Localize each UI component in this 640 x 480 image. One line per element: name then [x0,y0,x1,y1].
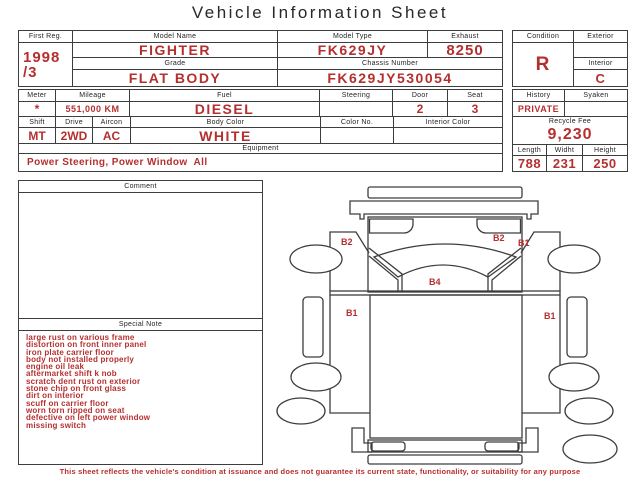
special-note-item: distortion on front inner panel [26,340,147,350]
first-reg-value [19,43,73,86]
front-bumper [350,201,538,219]
interior-color-label: Interior Color [425,118,471,126]
meter-value: * [19,102,56,116]
model-type-value: FK629JY [278,43,428,58]
model-name-label: Model Name [73,31,278,43]
special-note-item: dirt on interior [26,391,84,401]
special-note-list [19,331,262,464]
condition-panel [512,30,628,87]
equipment-value: Power Steering, Power Window All [27,157,208,168]
special-note-item: missing switch [26,420,87,430]
comment-box [18,180,263,465]
cab-corner-right [477,219,521,233]
recycle-fee-value: 9,230 [547,126,593,143]
cab-outline [368,217,522,292]
front-wheel-left [290,245,342,273]
grade-value: FLAT BODY [73,70,278,86]
side-tank-right [567,297,587,357]
spare-wheel [563,435,617,463]
exterior-label: Exterior [574,31,627,43]
aircon-label: Aircon [93,117,131,127]
special-note-item: body not installed properly [26,354,135,364]
first-reg-year: 1998 [23,48,61,66]
exhaust-value: 8250 [428,43,502,58]
history-value: PRIVATE [513,102,565,116]
bed-floor [370,295,522,438]
width-value: 231 [547,156,583,171]
rear-wheel-left-2 [277,398,325,424]
truck-diagram [268,183,636,465]
exterior-value [574,43,627,58]
shift-value: MT [19,128,56,143]
special-note-item: stone chip on front glass [26,384,127,394]
steering-label: Steering [320,90,393,101]
interior-label: Interior [574,58,627,70]
special-note-item: aftermarket shift k nob [26,369,117,379]
seat-value: 3 [471,102,479,116]
color-no-value [321,128,394,143]
windshield-arc [374,244,516,277]
damage-label: B2 [341,237,353,247]
model-type-label: Model Type [278,31,428,43]
comment-label: Comment [19,181,262,193]
mileage-value: 551,000 KM [56,102,130,116]
history-label: History [513,90,565,101]
front-wheel-right [548,245,600,273]
interior-color-value [394,128,502,143]
rear-wheel-left-1 [291,363,341,391]
syaken-label: Syaken [583,92,609,99]
interior-value: C [595,70,606,86]
height-label: Height [593,146,617,154]
door-label: Door [393,90,448,101]
meter-label: Meter [19,90,56,101]
history-panel [512,89,628,172]
height-value: 250 [593,156,617,171]
details-table [18,89,503,172]
damage-label: B1 [544,311,556,321]
damage-label: B4 [429,277,441,287]
condition-label: Condition [513,31,574,43]
recycle-fee-label: Recycle Fee [548,118,592,125]
drive-value: 2WD [56,128,93,143]
rear-bumper-bar [368,455,522,464]
comment-body [19,193,262,318]
a-pillar-left [369,248,402,291]
length-label: Length [513,145,547,155]
grade-label: Grade [73,58,278,70]
mileage-label: Mileage [56,90,130,101]
chassis-number-label: Chassis Number [278,58,502,70]
color-no-label: Color No. [321,117,394,127]
rear-step-right [485,442,519,451]
equipment-label: Equipment [242,145,279,152]
rear-wheel-right-2 [565,398,613,424]
front-upper-bar [368,187,522,198]
seat-label: Seat [467,92,483,99]
first-reg-label: First Reg. [19,31,73,43]
cab-corner-left [370,219,414,233]
special-note-item: worn torn ripped on seat [26,405,125,415]
condition-value: R [513,43,574,86]
special-note-item: iron plate carrier floor [26,347,114,357]
fuel-value: DIESEL [130,102,320,116]
syaken-value [565,102,627,116]
damage-label: B1 [346,308,358,318]
length-value: 788 [513,156,547,171]
rear-step-left [371,442,405,451]
first-reg-month: /3 [23,63,38,81]
special-note-item: engine oil leak [26,362,85,372]
damage-label: B1 [518,238,530,248]
body-color-label: Body Color [131,117,321,127]
door-value: 2 [393,102,448,116]
aircon-value: AC [93,128,131,143]
shift-label: Shift [19,117,56,127]
exhaust-label: Exhaust [428,31,502,43]
damage-label: B2 [493,233,505,243]
width-label: Widht [547,145,583,155]
side-tank-left [303,297,323,357]
a-pillar-right [488,248,521,291]
special-note-item: defective on left power window [26,413,151,423]
rear-wheel-right-1 [549,363,599,391]
page-title: Vehicle Information Sheet [191,3,449,22]
registration-table [18,30,503,87]
special-note-item: large rust on various frame [26,333,135,342]
drive-label: Drive [56,117,93,127]
footer-disclaimer: This sheet reflects the vehicle's condition at issuance and does not guarantee its current state, functionality, or suitability for any purpose [59,467,581,476]
special-note-label: Special Note [19,318,262,331]
special-note-item: scratch dent rust on exterior [26,376,141,386]
special-note-item: scuff on carrier floor [26,398,109,408]
steering-value [320,102,393,116]
chassis-number-value: FK629JY530054 [327,70,453,86]
fuel-label: Fuel [130,90,320,101]
body-color-value: WHITE [131,128,321,143]
model-name-value: FIGHTER [73,43,278,58]
